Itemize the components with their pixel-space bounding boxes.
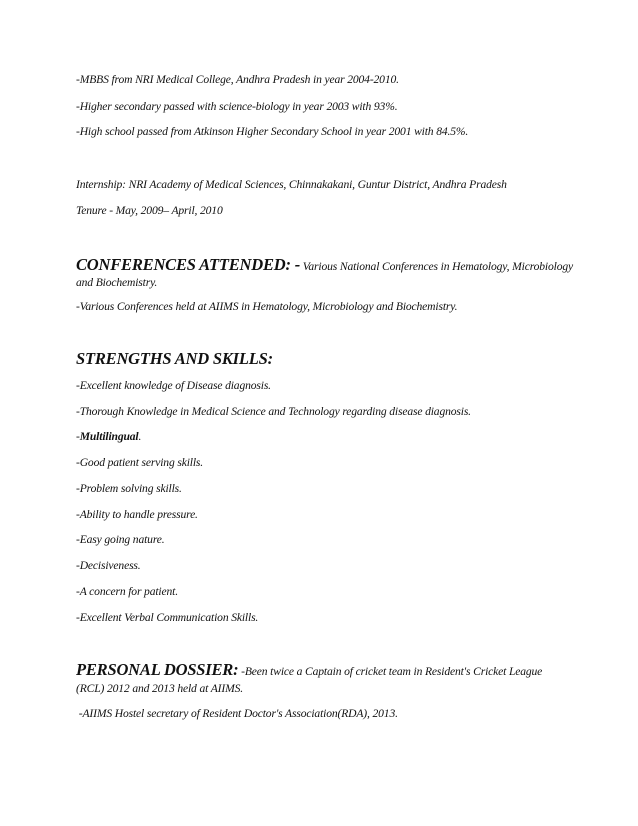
- personal-text-continued: (RCL) 2012 and 2013 held at AIIMS.: [76, 682, 243, 695]
- multilingual-prefix: -: [76, 430, 80, 443]
- strength-item: -Thorough Knowledge in Medical Science and Technology regarding disease diagnosis.: [76, 405, 471, 418]
- internship-tenure: Tenure - May, 2009– April, 2010: [76, 204, 223, 217]
- conferences-text-continued: and Biochemistry.: [76, 276, 158, 289]
- strength-item: -Easy going nature.: [76, 533, 165, 546]
- strength-item: -Ability to handle pressure.: [76, 508, 198, 521]
- personal-item: -AIIMS Hostel secretary of Resident Doctor's Association(RDA), 2013.: [76, 707, 398, 720]
- conferences-item: -Various Conferences held at AIIMS in Hematology, Microbiology and Biochemistry.: [76, 300, 458, 313]
- strength-item: -A concern for patient.: [76, 585, 178, 598]
- education-high-school: -High school passed from Atkinson Higher Secondary School in year 2001 with 84.5%.: [76, 125, 469, 138]
- education-mbbs: -MBBS from NRI Medical College, Andhra Pradesh in year 2004-2010.: [76, 73, 399, 86]
- personal-heading: PERSONAL DOSSIER:: [76, 660, 239, 679]
- education-higher-secondary: -Higher secondary passed with science-biology in year 2003 with 93%.: [76, 100, 398, 113]
- strength-multilingual: [76, 430, 141, 444]
- strength-item: -Excellent knowledge of Disease diagnosis.: [76, 379, 271, 392]
- personal-text: -Been twice a Captain of cricket team in Resident's Cricket League: [241, 665, 543, 678]
- conferences-heading: CONFERENCES ATTENDED: -: [76, 255, 300, 274]
- strength-item: -Excellent Verbal Communication Skills.: [76, 611, 259, 624]
- strength-item: -Good patient serving skills.: [76, 456, 204, 469]
- strength-item: -Decisiveness.: [76, 559, 141, 572]
- multilingual-label: Multilingual: [79, 430, 139, 443]
- conferences-text: Various National Conferences in Hematology, Microbiology: [302, 260, 574, 273]
- multilingual-suffix: .: [138, 430, 142, 443]
- personal-heading-line: [76, 661, 542, 681]
- strength-item: -Problem solving skills.: [76, 482, 182, 495]
- conferences-heading-line: [76, 256, 573, 276]
- strengths-heading: STRENGTHS AND SKILLS:: [76, 349, 273, 368]
- internship-place: Internship: NRI Academy of Medical Sciences, Chinnakakani, Guntur District, Andhra Pradesh: [76, 178, 507, 191]
